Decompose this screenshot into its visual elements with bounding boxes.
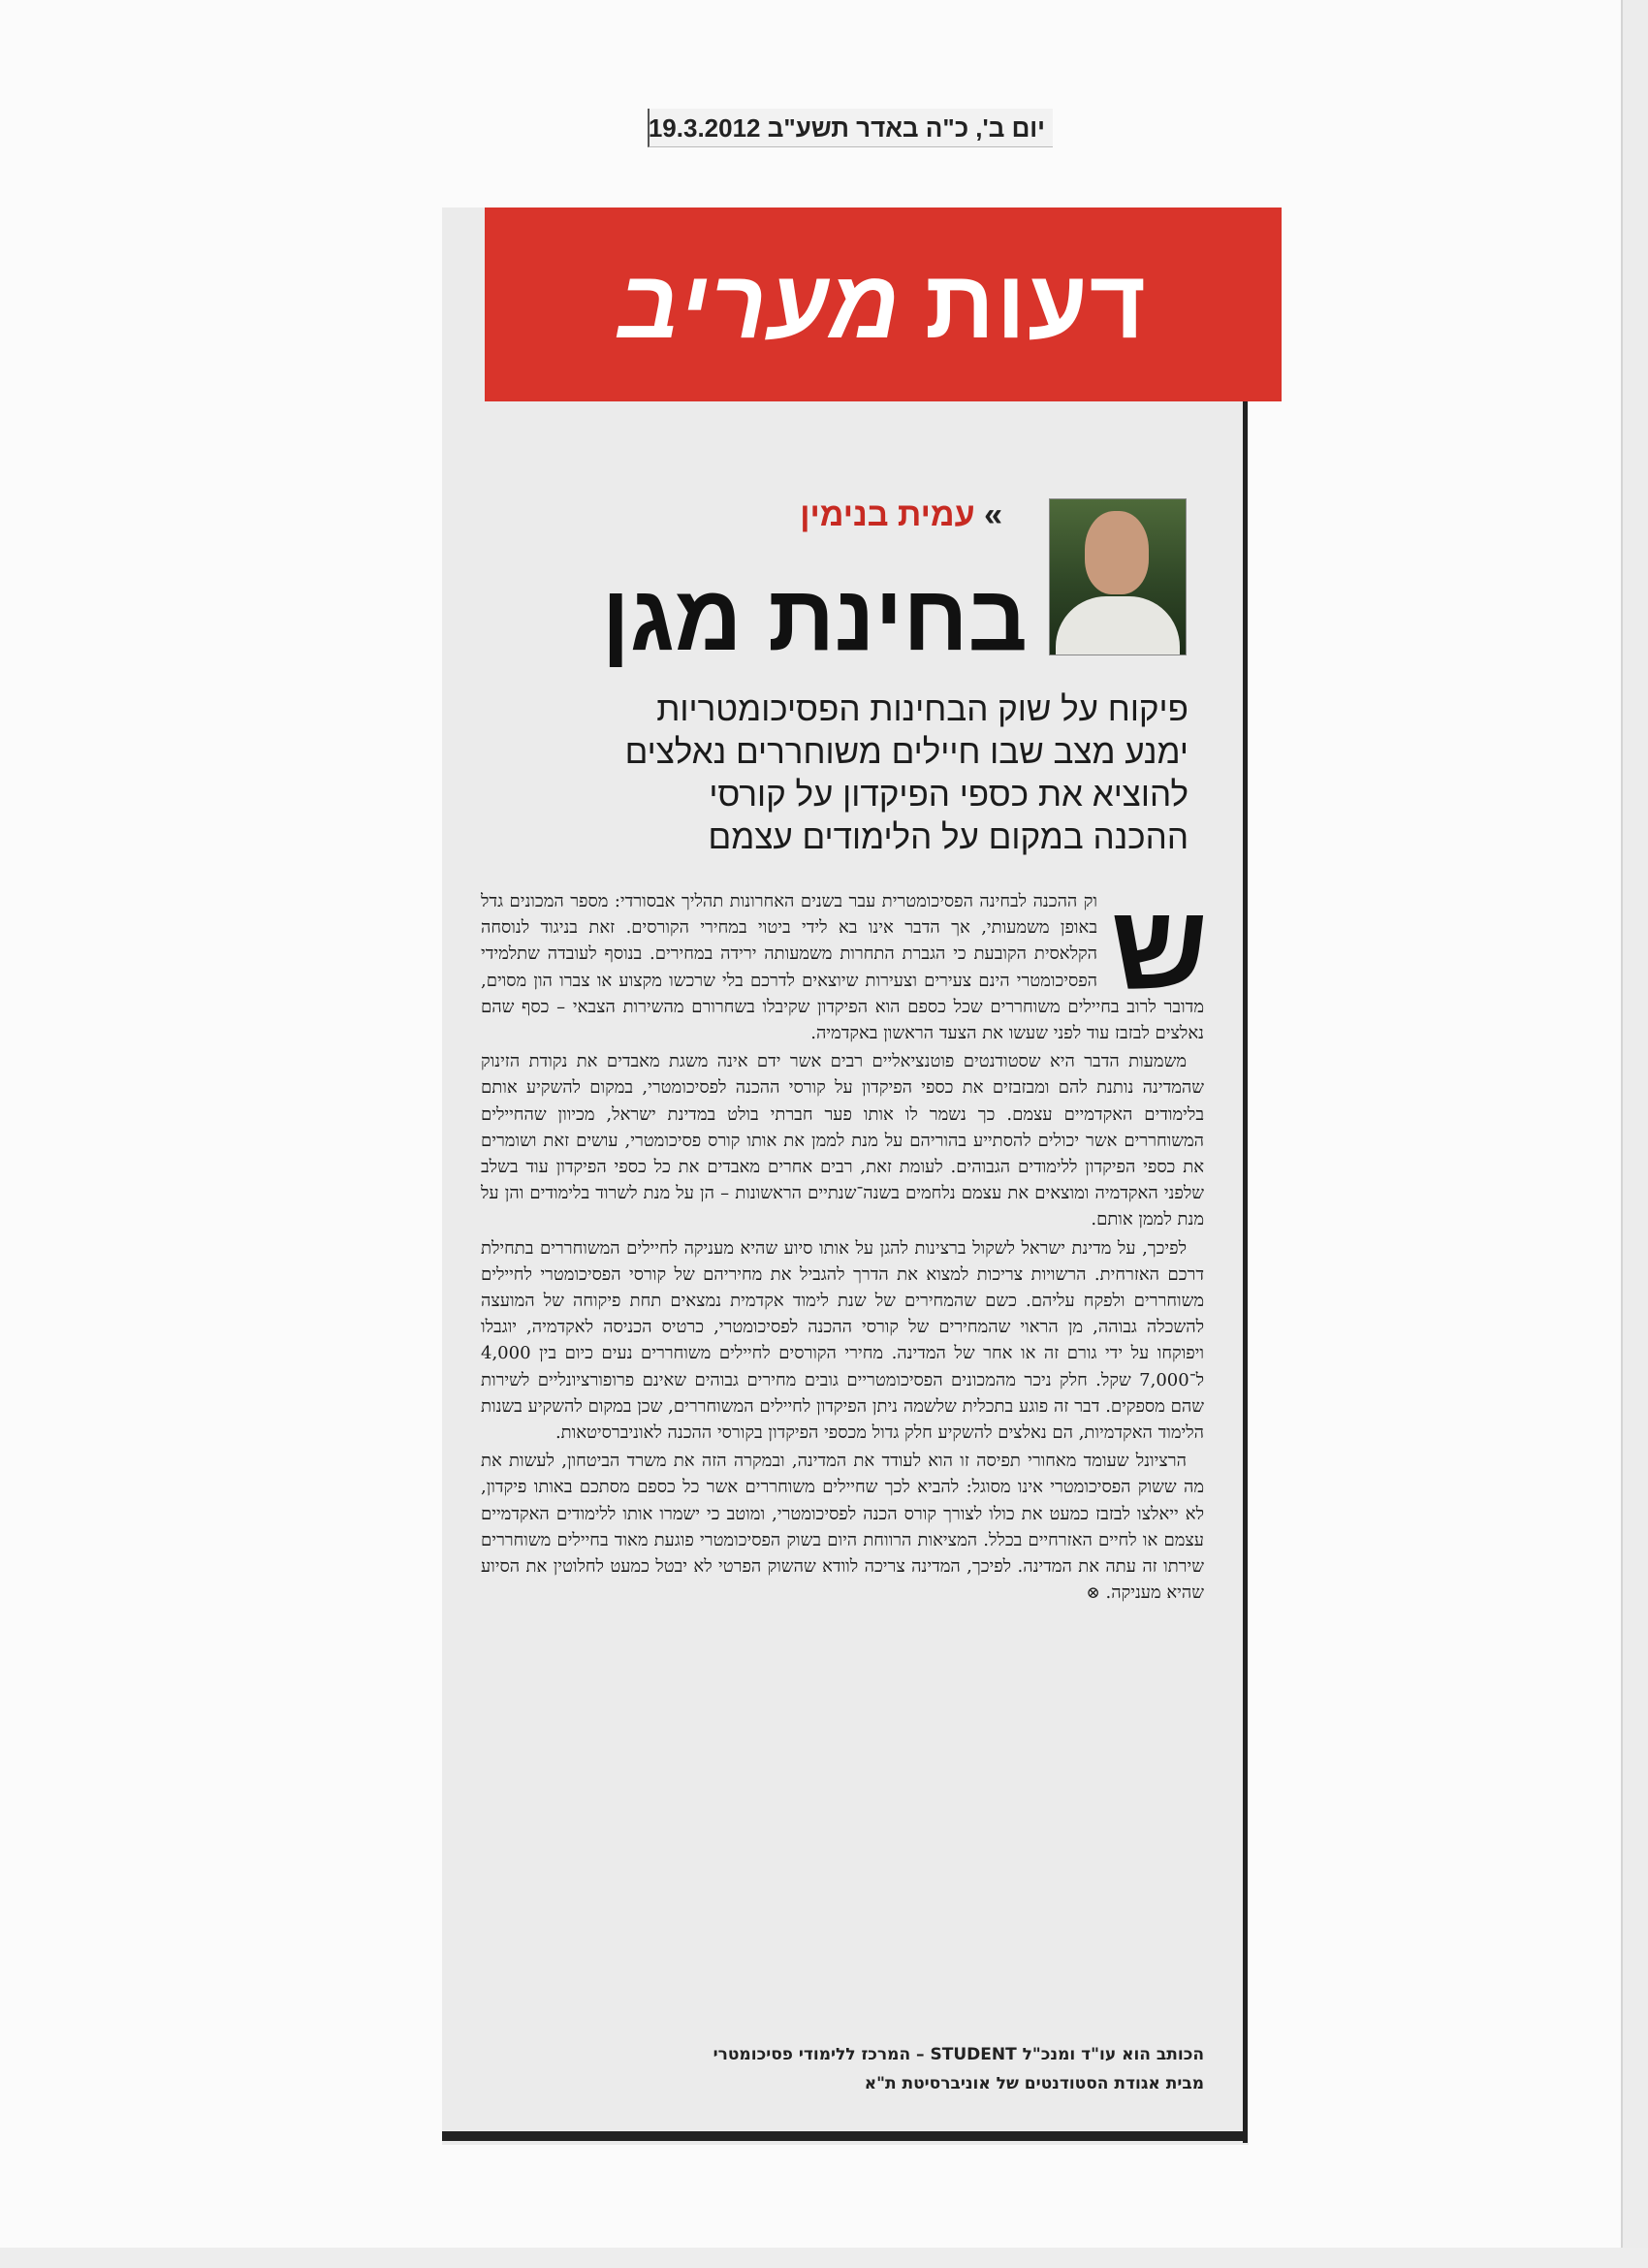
masthead-section: דעות: [925, 250, 1148, 359]
article-headline: בחינת מגן: [601, 566, 1028, 670]
column-rule: [442, 2131, 1247, 2141]
article-paragraph: לפיכך, על מדינת ישראל לשקול ברצינות להגן על אותו סיוע שהיא מעניקה לחיילים המשוחררים בתחילת דרכם האזרחית. הרשויות צריכות למצוא את הדרך להגביל את מחיריהם של קורסי הפסיכומטרי לחיילים משוחררים ולפקח עליהם. כשם שהמחירים של שנת לימוד אקדמית נמצאים תחת פיקוחה של המועצה להשכלה גבוהה, מן הראוי שהמחירים של קורסי ההכנה לפסיכומטרי, כרטיס הכניסה לאקדמיה, יוגבלו ויפוקחו על ידי גורם זה או אחר של המדינה. מחירי הקורסים לחיילים משוחררים נעים כיום בין 4,000 ל־7,000 שקל. חלק ניכר מהמכונים הפסיכומטריים גובים מחירים גבוהים שאינם פרופורציונליים לשירות שהם מספקים. דבר זה פוגע בתכלית שלשמה ניתן הפיקדון לחיילים המשוחררים, שכן במקום להשקיע בשנות הלימוד האקדמיות, הם נאלצים להשקיע חלק גדול מכספי הפיקדון בקורסי ההכנה לאוניברסיטאות.: [481, 1237, 1204, 1444]
dateline: יום ב', כ"ה באדר תשע"ב 19.3.2012: [648, 109, 1053, 147]
byline: [756, 491, 1010, 539]
author-shirt: [1056, 596, 1180, 655]
drop-cap-space: [1103, 888, 1204, 989]
article-paragraph: וק ההכנה לבחינה הפסיכומטרית עבר בשנים האחרונות תהליך אבסורדי: מספר המכונים גדל באופן משמעותי, אך הדבר אינו בא לידי ביטוי במחירי הקורסים. זאת בניגוד לנוסחה הקלאסית הקובעת כי הגברת התחרות משמעותה ירידה במחירים. בנוסף לעובדה שתלמידי הפסיכומטרי הינם צעירים וצעירות שיוצאים לדרכם בלי שרכשו מקצוע או צברו הון מסוים, מדובר לרוב בחיילים משוחררים שכל כספם הוא הפיקדון שקיבלו בשחרורם מהשירות הצבאי – כסף שהם נאלצים לבזבז עוד לפני שעשו את הצעד הראשון באקדמיה.: [481, 891, 1204, 1044]
article-subhead: [485, 688, 1188, 859]
drop-cap: ש: [1111, 880, 1208, 1014]
article-paragraph: משמעות הדבר היא שסטודנטים פוטנציאליים רבים אשר ידם אינה משגת מאבדים את נקודת הזינוק שהמדינה נותנת להם ומבזבזים את כספי הפיקדון על קורסי ההכנה לפסיכומטרי, במקום להשקיע אותם בלימודים האקדמיים עצמם. כך נשמר לו אותו פער חברתי בולט במדינת ישראל, מכיוון שהחיילים המשוחררים אשר יכולים להסתייע בהוריהם על מנת לממן את אותו קורס פסיכומטרי, עושים זאת ושומרים את כספי הפיקדון ללימודים הגבוהים. לעומת זאת, רבים אחרים מאבדים את כל כספי הפיקדון עוד בשלב שלפני האקדמיה ומוצאים את עצמם נלחמים בשנה־שנתיים הראשונות – הן על מנת לשרוד בלימודים והן על מנת לממן אותם.: [481, 1051, 1204, 1230]
article-body: [481, 880, 1208, 2036]
author-photo: [1049, 498, 1187, 655]
subhead-line: ההכנה במקום על הלימודים עצמם: [708, 818, 1188, 856]
section-masthead: [485, 208, 1282, 401]
scan-edge: [0, 2248, 1648, 2268]
byline-author: עמית בנימין: [800, 496, 975, 533]
paragraph-text: הרציונל שעומד מאחורי תפיסה זו הוא לעודד את המדינה, ובמקרה הזה את משרד הביטחון, לעשות את מה ששוק הפסיכומטרי אינו מסוגל: להביא לכך שחיילים משוחררים אשר כל כספם מסתכם באותו פיקדון, לא ייאלצו לבזבז כמעט את כולו לצורך קורס הכנה לפסיכומטרי, ומוטב כי ישמרו אותו ללימודים האקדמיים עצמם או לחיים האזרחיים בכלל. המציאות הרווחת היום בשוק הפסיכומטרי פוגעת מאוד בחיילים משוחררים שירתו זה עתה את המדינה. לפיכך, המדינה צריכה לוודא שהשוק הפרטי לא יבטל כמעט לחלוטין את הסיוע שהיא מעניקה.: [481, 1451, 1204, 1604]
credit-line: הכותב הוא עו"ד ומנכ"ל STUDENT – המרכז ללימודי פסיכומטרי: [713, 2045, 1204, 2064]
masthead-brand: מעריב: [617, 250, 903, 359]
end-mark-icon: ⊗: [1086, 1583, 1100, 1604]
column-rule: [1243, 208, 1248, 2143]
author-face: [1085, 511, 1149, 594]
scan-edge: [1621, 0, 1648, 2268]
article-paragraph: [481, 1448, 1204, 1607]
subhead-line: פיקוח על שוק הבחינות הפסיכומטריות: [656, 690, 1188, 728]
subhead-line: להוציא את כספי הפיקדון על קורסי: [709, 776, 1188, 814]
byline-arrows-icon: »: [984, 496, 1002, 533]
author-credit: [481, 2040, 1204, 2104]
subhead-line: ימנע מצב שבו חיילים משוחררים נאלצים: [624, 733, 1188, 771]
credit-line: מבית אגודת הסטודנטים של אוניברסיטת ת"א: [864, 2074, 1204, 2093]
